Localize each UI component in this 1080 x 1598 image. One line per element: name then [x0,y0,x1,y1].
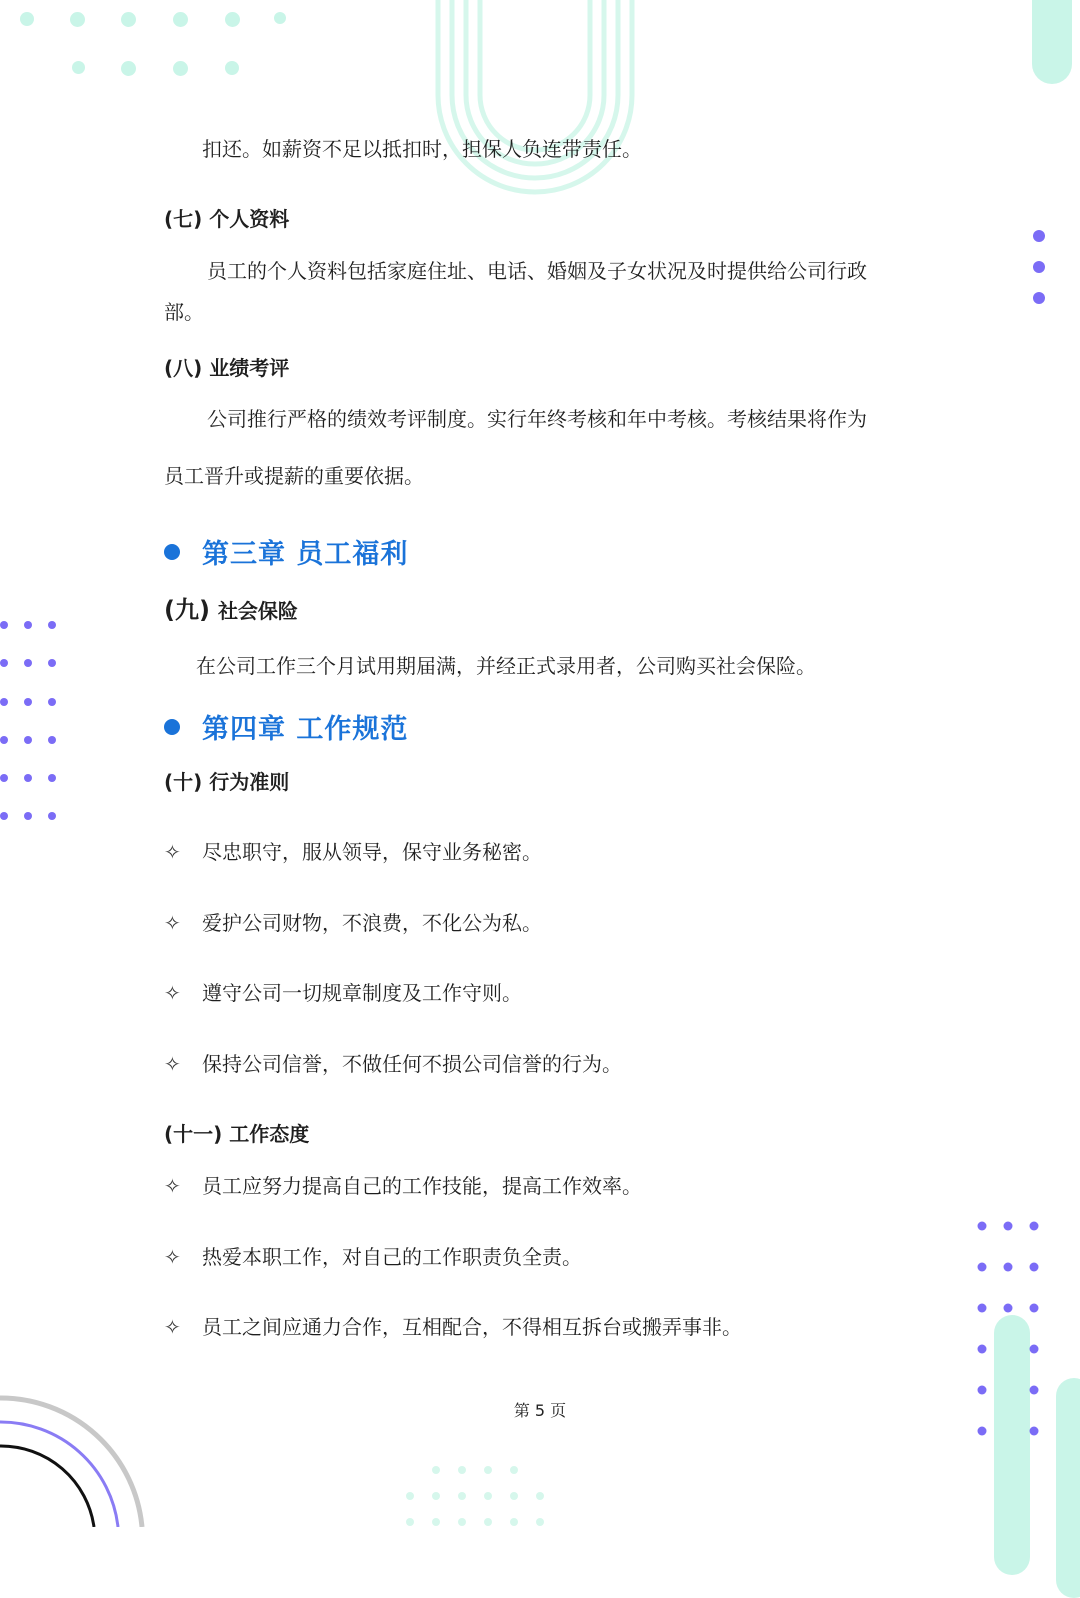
mint-dot-decoration [173,61,188,76]
mint-dot-decoration [20,12,34,26]
purple-dot-decoration [1033,261,1045,273]
star-bullet-icon: ✧ [164,981,181,1005]
list-item-text: 尽忠职守，服从领导，保守业务秘密。 [202,840,542,864]
list-item-text: 保持公司信誉，不做任何不损公司信誉的行为。 [202,1051,622,1076]
list-item [164,1313,742,1341]
mint-dot-decoration [121,61,136,76]
chapter-heading-benefits [164,531,408,571]
purple-dot-decoration [1033,292,1045,304]
mint-dot-decoration [173,12,188,27]
chapter-bullet-icon [164,544,180,560]
section-heading-code-of-conduct: (十) 行为准则 [164,770,290,794]
mint-dot-decoration [225,12,240,27]
paragraph-performance-line1: 公司推行严格的绩效考评制度。实行年终考核和年中考核。考核结果将作为 [207,407,867,431]
purple-dot-decoration [1033,230,1045,242]
section-number: (九) [164,596,210,624]
list-item [164,979,522,1007]
paragraph-continuation: 扣还。如薪资不足以抵扣时，担保人负连带责任。 [202,137,642,161]
star-bullet-icon: ✧ [164,1244,181,1269]
chapter-heading-work-rules [164,706,408,746]
star-bullet-icon: ✧ [164,840,181,864]
u-arch-decoration [420,0,650,200]
section-heading-work-attitude: (十一) 工作态度 [164,1122,310,1146]
paragraph-performance-line2: 员工晋升或提薪的重要依据。 [164,464,424,488]
list-item [164,1243,582,1271]
list-item [164,909,542,937]
mint-dot-decoration [121,12,136,27]
section-title: 社会保险 [217,599,298,623]
mint-dot-decoration [225,61,239,75]
star-bullet-icon: ✧ [164,1174,181,1198]
star-bullet-icon: ✧ [164,1051,181,1076]
list-item [164,1172,642,1200]
star-bullet-icon: ✧ [164,910,181,935]
chapter-title: 第三章 员工福利 [202,538,409,570]
section-heading-personal-info: (七) 个人资料 [164,207,290,231]
mint-dot-decoration [70,12,85,27]
list-item-text: 遵守公司一切规章制度及工作守则。 [202,981,522,1005]
chapter-title: 第四章 工作规范 [202,713,409,745]
list-item-text: 热爱本职工作，对自己的工作职责负全责。 [202,1244,582,1269]
paragraph-personal-info-line1: 员工的个人资料包括家庭住址、电话、婚姻及子女状况及时提供给公司行政 [207,259,867,283]
dot-grid-decoration [0,615,70,825]
mint-dot-decoration [274,12,286,24]
mint-dot-decoration [72,61,85,74]
star-bullet-icon: ✧ [164,1315,181,1339]
paragraph-personal-info-line2: 部。 [164,300,204,324]
section-heading-social-insurance [164,596,298,625]
list-item [164,1050,622,1078]
list-item-text: 员工应努力提高自己的工作技能，提高工作效率。 [202,1174,642,1198]
list-item-text: 员工之间应通力合作，互相配合，不得相互拆台或搬弄事非。 [202,1315,742,1339]
list-item [164,838,542,866]
section-heading-performance: (八) 业绩考评 [164,356,290,380]
dot-grid-decoration [400,1462,560,1527]
chapter-bullet-icon [164,719,180,735]
page-number: 第 5 页 [513,1401,567,1420]
paragraph-social-insurance: 在公司工作三个月试用期届满，并经正式录用者，公司购买社会保险。 [196,654,816,678]
list-item-text: 爱护公司财物，不浪费，不化公为私。 [202,910,542,935]
mint-pill-decoration [1032,0,1072,84]
